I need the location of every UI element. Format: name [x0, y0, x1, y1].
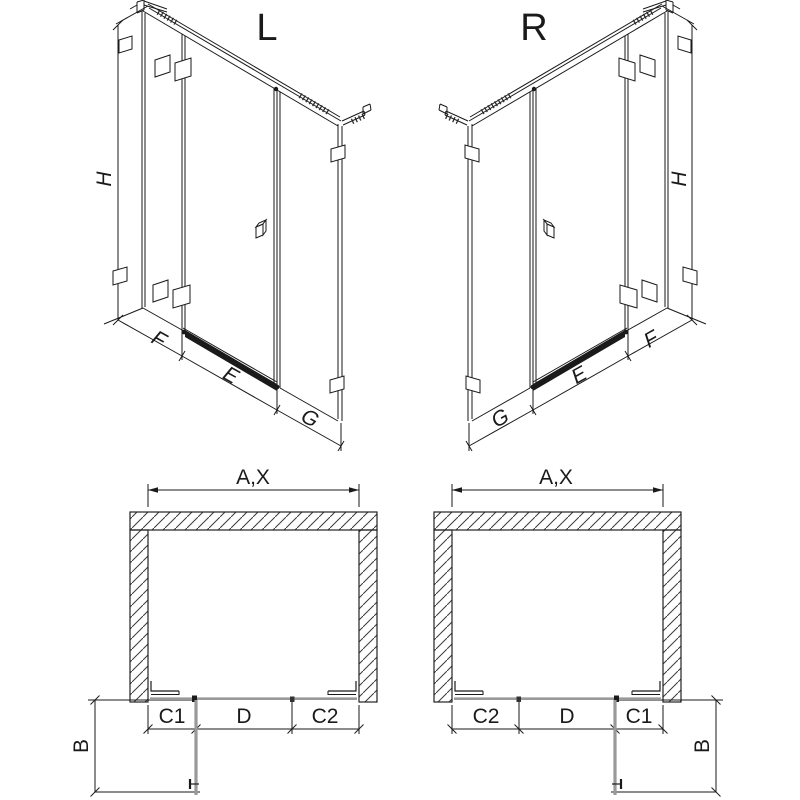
d-label-left: D — [236, 705, 252, 728]
f-dimension-label-right: F — [640, 326, 663, 353]
height-label-left: H — [93, 171, 116, 187]
depth-label-right: B — [691, 738, 714, 754]
c2-label-right: C2 — [472, 705, 500, 728]
iso-right-labels — [488, 7, 691, 432]
iso-right-title: R — [520, 7, 548, 49]
f-dimension-label-left: F — [147, 326, 170, 353]
plan-left-walls — [130, 512, 377, 702]
d-label-right: D — [559, 705, 575, 728]
width-label-right: A,X — [539, 466, 573, 489]
e-dimension-label-left: E — [219, 361, 243, 389]
iso-left-title: L — [256, 7, 278, 49]
c2-label-left: C2 — [311, 705, 339, 728]
iso-right-drawing — [439, 0, 706, 451]
plan-right-walls — [434, 512, 681, 702]
c1-label-right: C1 — [625, 705, 653, 728]
iso-left-labels — [93, 7, 322, 432]
height-label-right: H — [668, 171, 691, 187]
width-label-left: A,X — [236, 466, 270, 489]
c1-label-left: C1 — [158, 705, 186, 728]
e-dimension-label-right: E — [567, 361, 591, 389]
plan-right-drawing — [448, 484, 724, 797]
depth-label-left: B — [70, 738, 93, 754]
g-dimension-label-left: G — [297, 404, 323, 433]
g-dimension-label-right: G — [487, 404, 513, 433]
plan-left-labels — [70, 466, 338, 753]
plan-left-drawing — [88, 484, 364, 797]
iso-left-drawing — [104, 0, 371, 451]
